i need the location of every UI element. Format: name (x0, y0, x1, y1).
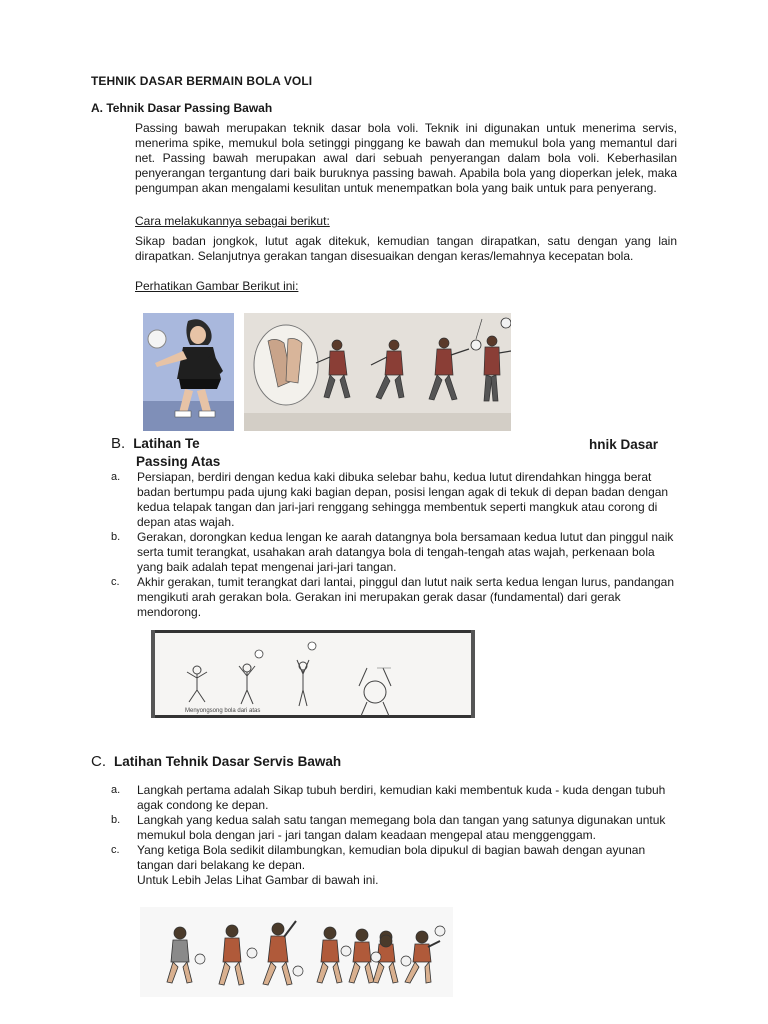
list-item (111, 575, 681, 620)
list-item (111, 843, 681, 873)
section-c-list (111, 783, 681, 888)
section-b-letter: B. (111, 435, 126, 452)
section-c-heading-text: Latihan Tehnik Dasar Servis Bawah (114, 754, 342, 769)
list-item-text: Gerakan, dorongkan kedua lengan ke aarah datangnya bola bersamaan kedua lutut dan pinggul naik serta tumit terangkat, usahakan arah datangya bola di tengah-tengah atas wajah, perkenaan bola yang baik adalah tepat mengenai jari-jari tangan. (137, 530, 674, 574)
list-item-text: Yang ketiga Bola sedikit dilambungkan, kemudian bola dipukul di bagian bawah dengan ayunan tangan dari belakang ke depan. (137, 843, 646, 872)
section-b-heading-line2: Passing Atas (136, 454, 221, 469)
section-b-heading-part1: Latihan Te (133, 436, 200, 451)
list-item-text: Persiapan, berdiri dengan kedua kaki dibuka selebar bahu, kedua lutut direndahkan hingga berat badan bertumpu pada ujung kaki bagian depan, posisi lengan agak di tekuk di depan badan dengan kedua telapak tangan dan jari-jari renggang sehingga membentuk seperti mangkuk atau corong di depan atas wajah. (137, 470, 669, 529)
method-label: Cara melakukannya sebagai berikut: (135, 214, 330, 228)
section-a-paragraph: Passing bawah merupakan teknik dasar bola voli. Teknik ini digunakan untuk menerima servis, menerima spike, memukul bola setinggi pinggang ke bawah dan memukul bola yang memantul dari net. Passing bawah merupakan awal dari sebuah penyerangan dalam bola voli. Keberhasilan penyerangan tergantung dari baik buruknya passing bawah. Apabila bola yang dioperkan jelek, maka pengumpan akan mengalami kesulitan untuk menempatkan bola yang baik untuk para penyerang. (135, 121, 677, 195)
passing-photo-image (143, 313, 234, 431)
section-c-letter: C. (91, 753, 106, 770)
list-item (111, 813, 681, 843)
list-item (111, 530, 681, 575)
list-marker: b. (111, 531, 121, 543)
section-c-heading (91, 753, 341, 770)
section-b-heading (111, 435, 200, 452)
figure-label: Perhatikan Gambar Berikut ini: (135, 279, 299, 293)
section-b-heading-part2: hnik Dasar (589, 437, 659, 452)
list-item-text: Langkah pertama adalah Sikap tubuh berdiri, kemudian kaki membentuk kuda - kuda dengan tubuh agak condong ke depan. (137, 783, 666, 812)
method-text: Sikap badan jongkok, lutut agak ditekuk, kemudian tangan dirapatkan, satu dengan yang lain dirapatkan. Selanjutnya gerakan tangan disesuaikan dengan keras/lemahnya kecepatan bola. (135, 234, 677, 263)
closing-note (111, 873, 681, 888)
passing-atas-image (151, 630, 475, 718)
list-marker: c. (111, 576, 120, 588)
servis-bawah-image (140, 907, 453, 997)
list-marker: a. (111, 471, 121, 483)
list-marker: b. (111, 814, 121, 826)
closing-note-text: Untuk Lebih Jelas Lihat Gambar di bawah ini. (137, 873, 379, 887)
document-title: TEHNIK DASAR BERMAIN BOLA VOLI (91, 74, 313, 88)
passing-sequence-image (244, 313, 511, 431)
section-b-list (111, 470, 681, 620)
list-marker: c. (111, 844, 120, 856)
list-item (111, 470, 681, 530)
list-item-text: Langkah yang kedua salah satu tangan memegang bola dan tangan yang satunya digunakan untuk memukul bola dengan jari - jari tangan dalam keadaan mengepal atau menggenggam. (137, 813, 666, 842)
list-item (111, 783, 681, 813)
list-marker: a. (111, 784, 121, 796)
section-a-heading: A. Tehnik Dasar Passing Bawah (91, 101, 273, 115)
figure-caption: Menyongsong bola dari atas (185, 708, 261, 714)
list-item-text: Akhir gerakan, tumit terangkat dari lantai, pinggul dan lutut naik serta kedua lengan lurus, pandangan mengikuti arah gerakan bola. Gerakan ini merupakan gerak dasar (fundamental) dari gerak mendorong. (137, 575, 675, 619)
